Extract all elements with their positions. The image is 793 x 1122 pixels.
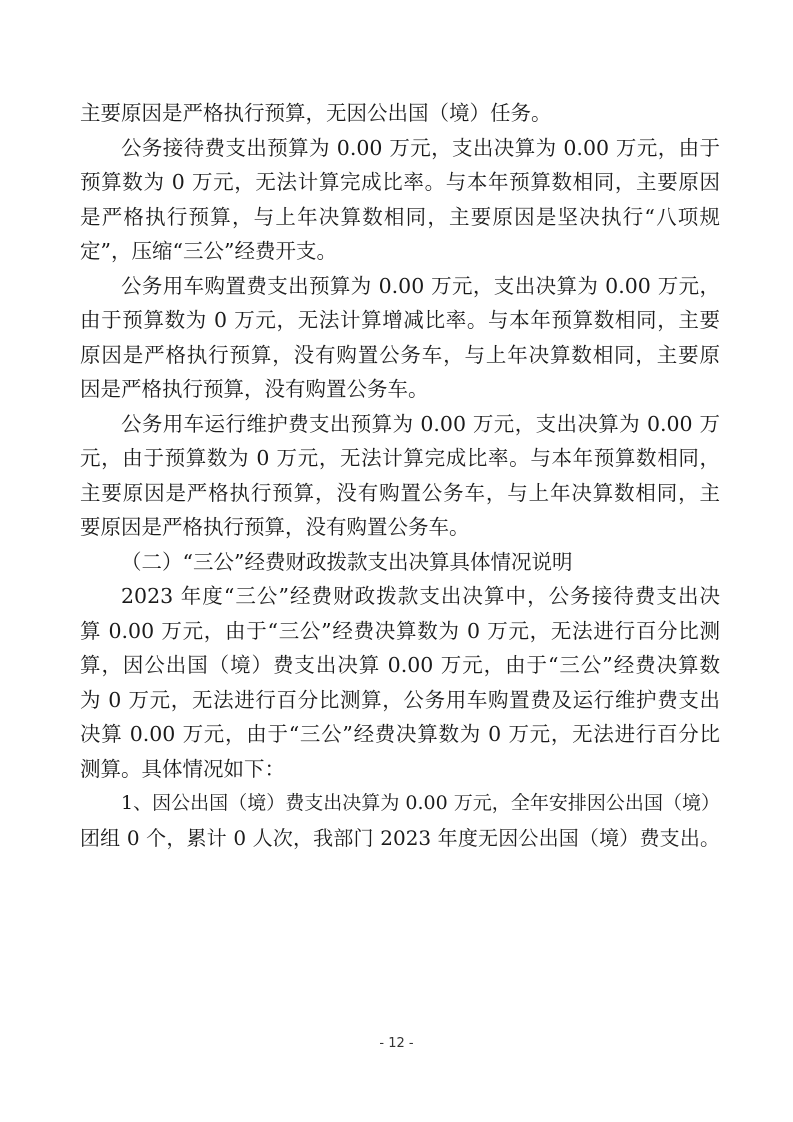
text-line: 算 0.00 万元，由于“三公”经费决算数为 0 万元，无法进行百分比测 — [80, 618, 720, 643]
text-line: 因是严格执行预算，没有购置公务车。 — [80, 377, 429, 401]
text-line: 原因是严格执行预算，没有购置公务车，与上年决算数相同，主要原 — [80, 342, 720, 367]
text-line: 公务用车购置费支出预算为 0.00 万元，支出决算为 0.00 万元， — [121, 273, 720, 298]
text-line: 是严格执行预算，与上年决算数相同，主要原因是坚决执行“八项规 — [80, 204, 720, 229]
text-line: 团组 0 个，累计 0 人次，我部门 2023 年度无因公出国（境）费支出。 — [80, 825, 720, 850]
section-heading — [80, 545, 720, 580]
paragraph-2 — [80, 131, 720, 269]
text-line: 1、因公出国（境）费支出决算为 0.00 万元，全年安排因公出国（境） — [121, 792, 720, 814]
text-line: 元，由于预算数为 0 万元，无法计算完成比率。与本年预算数相同， — [80, 446, 720, 470]
text-line: 测算。具体情况如下： — [80, 756, 285, 781]
text-line: 主要原因是严格执行预算，无因公出国（境）任务。 — [80, 101, 552, 125]
page-number: - 12 - — [379, 1036, 414, 1051]
text-line: 2023 年度“三公”经费财政拨款支出决算中，公务接待费支出决 — [121, 584, 720, 608]
text-line: 算，因公出国（境）费支出决算 0.00 万元，由于“三公”经费决算数 — [80, 653, 720, 677]
text-line: 决算 0.00 万元，由于“三公”经费决算数为 0 万元，无法进行百分比 — [80, 722, 720, 746]
document-body — [80, 96, 720, 855]
text-line: 主要原因是严格执行预算，没有购置公务车，与上年决算数相同，主 — [80, 480, 720, 505]
paragraph-7 — [80, 786, 720, 855]
paragraph-6 — [80, 579, 720, 786]
paragraph-3 — [80, 269, 720, 407]
section-heading-text: （二）“三公”经费财政拨款支出决算具体情况说明 — [121, 549, 573, 574]
text-line: 为 0 万元，无法进行百分比测算，公务用车购置费及运行维护费支出 — [80, 687, 720, 712]
text-line: 公务接待费支出预算为 0.00 万元，支出决算为 0.00 万元，由于 — [121, 135, 720, 160]
text-line: 要原因是严格执行预算，没有购置公务车。 — [80, 515, 470, 539]
paragraph-4 — [80, 407, 720, 545]
text-line: 定”，压缩“三公”经费开支。 — [80, 239, 337, 263]
paragraph-1 — [80, 96, 720, 131]
text-line: 公务用车运行维护费支出预算为 0.00 万元，支出决算为 0.00 万 — [121, 411, 720, 436]
text-line: 预算数为 0 万元，无法计算完成比率。与本年预算数相同，主要原因 — [80, 170, 720, 194]
text-line: 由于预算数为 0 万元，无法计算增减比率。与本年预算数相同，主要 — [80, 308, 720, 332]
